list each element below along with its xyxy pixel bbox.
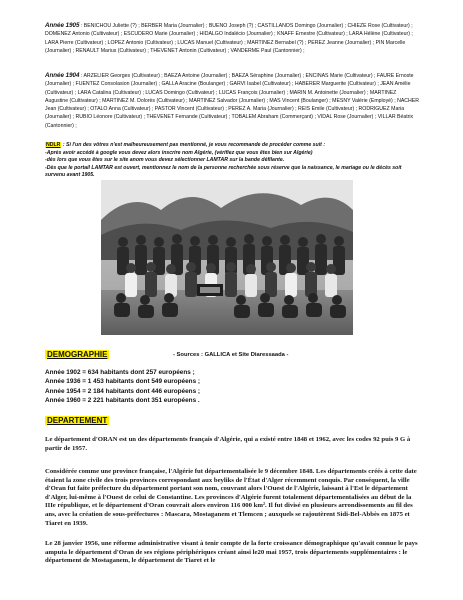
names-1904: : ARZELIER Georges (Cultivateur) ; BAEZA Antoine (Journalier) ; BAEZA Séraphine (Journalier) ; ENCINAS Marie (Cultivateur) ; FAURE Ernoste (Journalier) ; FUENTEZ Consolasion (Journalier) ; GALLA Aracine (Boulanger) ; GARVI Isabel (Cultivateur) ; HABERER Marguerite (Cultivateur) ; JEAN Amélie (Cultivateur) ; LARA Catalina (Cultivateur) ; LUCAS Domingo (Cultivateur) ; LUCAS François (Journalier) ; MARIN M. Antoinette (Journalier) ; MARTINEZ Augustine (Cultivateur) ; MARTINEZ M. Dolorès (Cultivateur) ; MARTINEZ Salvador (Journalier) ; MAS Vincent (Boulanger) ; MESNY Valérie (Employé) ; NACHER Jean (Cultivateur) ; OTALO Anna (Cultivateur) ; PASTOR Vincent (Cultivateur) ; PEREZ A. Maria (Journalier) ; REIS Emile (Cultivateur) ; RODRIGUEZ Maria (Journalier) ; RUBIO Léonore (Cultivateur) ; THEVENET Fernande (Cultivateur) ; TOBALEM Abraham (Commerçant) ; VIDAL Rose (Journalier) ; VILLAR Béatrix (Cantonnier) ; [45, 73, 419, 129]
class-photo-image [101, 180, 353, 335]
sources-line: - Sources : GALLICA et Site Diaressaada - [173, 352, 289, 358]
ndlr-line-1: -Après avoir accédé à google vous devez alors inscrire nom Algérie, (vérifiez que vous êtes bien sur Algérie) [45, 149, 313, 156]
paragraph-1904 [45, 72, 419, 130]
ndlr-line-0: : Si l'un des vôtres n'est malheureusement pas mentionné, je vous recommande de procéder comme suit : [61, 142, 326, 148]
demographie-line: Année 1960 = 2 221 habitants dont 351 européens . [45, 397, 200, 405]
departement-paragraph-1: Le département d'ORAN est un des départements français d'Algérie, qui a existé entre 1848 et 1962, avec les codes 92 puis 9 G à partir de 1957. [45, 436, 411, 452]
ndlr-line-3: -Dès que le portail LAMTAR est ouvert, mentionnez le nom de la personne recherchée sous réserve que la naissance, le mariage ou le décès soit survenu avant 1905. [45, 164, 402, 179]
paragraph-1905 [45, 22, 419, 55]
year-1905-label: Année 1905 [45, 22, 80, 29]
demographie-line: Année 1954 = 2 184 habitants dont 446 européens ; [45, 387, 201, 395]
departement-paragraph-2: Considérée comme une province française, l'Algérie fut départementalisée le 9 décembre 1848. Les départements créés à cette date étaient la zone civile des trois provinces correspondant aux beyliks de l'État d'Alger récemment conquis. Par conséquent, la ville d'Oran fut faite préfecture du département portant son nom, couvrant alors l'Ouest de l'Algérie, laissant à l'Est le département d'Alger, lui-même à l'Ouest de celui de Constantine. Les provinces d'Algérie furent totalement départementalisées au début de la IIIe république, et le département d'Oran couvrait alors environ 116 000 km². Il fut divisé en plusieurs arrondissements au fil des ans, avec la création de sous-préfectures : Mascara, Mostaganem et Tlemcen ; auxquels se rajoutèrent Sidi-Bel-Abbès en 1875 et Tiaret en 1939. [45, 468, 417, 527]
departement-paragraph-3: Le 28 janvier 1956, une réforme administrative visant à tenir compte de la forte croissance démographique qu'avait connue le pays amputa le département d'Oran de ses régions périphériques créant ainsi le20 mai 1957, trois départements supplémentaires : le département de Mostaganem, le département de Tiaret et le [45, 540, 418, 565]
demographie-list [45, 368, 305, 406]
ndlr-tag: NDLR [46, 142, 61, 148]
demographie-line: Année 1936 = 1 453 habitants dont 549 européens ; [45, 378, 201, 386]
demographie-heading: DEMOGRAPHIE [47, 350, 108, 359]
ndlr-note [45, 142, 419, 180]
ndlr-line-2: -dès lors que vous êtes sur le site anom vous devez sélectionner LAMTAR sur la bande défilante. [45, 157, 285, 164]
departement-heading: DEPARTEMENT [47, 416, 108, 425]
names-1905: : BENICHOU Juliette (?) ; BERBER Maria (Journalier) ; BUENO Joseph (?) ; CASTILLANOS Domingo (Journalier) ; CHIEZE Rose (Cultivateur) ; DOMENEZ Antonio (Cultivateur) ; ESCUDERO Marie (Journalier) ; HIDALGO Indalécio (Journalier) ; KNAFF Ernestre (Cultivateur) ; LARA Hélène (Cultivateur) ; LARA Pierre (Cultivateur) ; LOPEZ Antonio (Cultivateur) ; LUCAS Manuel (Cultivateur) ; MARTINEZ Bernabel (?) ; PEREZ Jeanne (Journalier) ; PIN Marcelle (Journalier) ; RENAULT Marius (Cultivateur) ; THEVENET Antonin (Cultivateur) ; VANDERME Paul (Cantonnier) ; [45, 23, 413, 54]
demographie-line: Année 1902 = 634 habitants dont 257 européens ; [45, 369, 195, 376]
year-1904-label: Année 1904 [45, 72, 80, 79]
